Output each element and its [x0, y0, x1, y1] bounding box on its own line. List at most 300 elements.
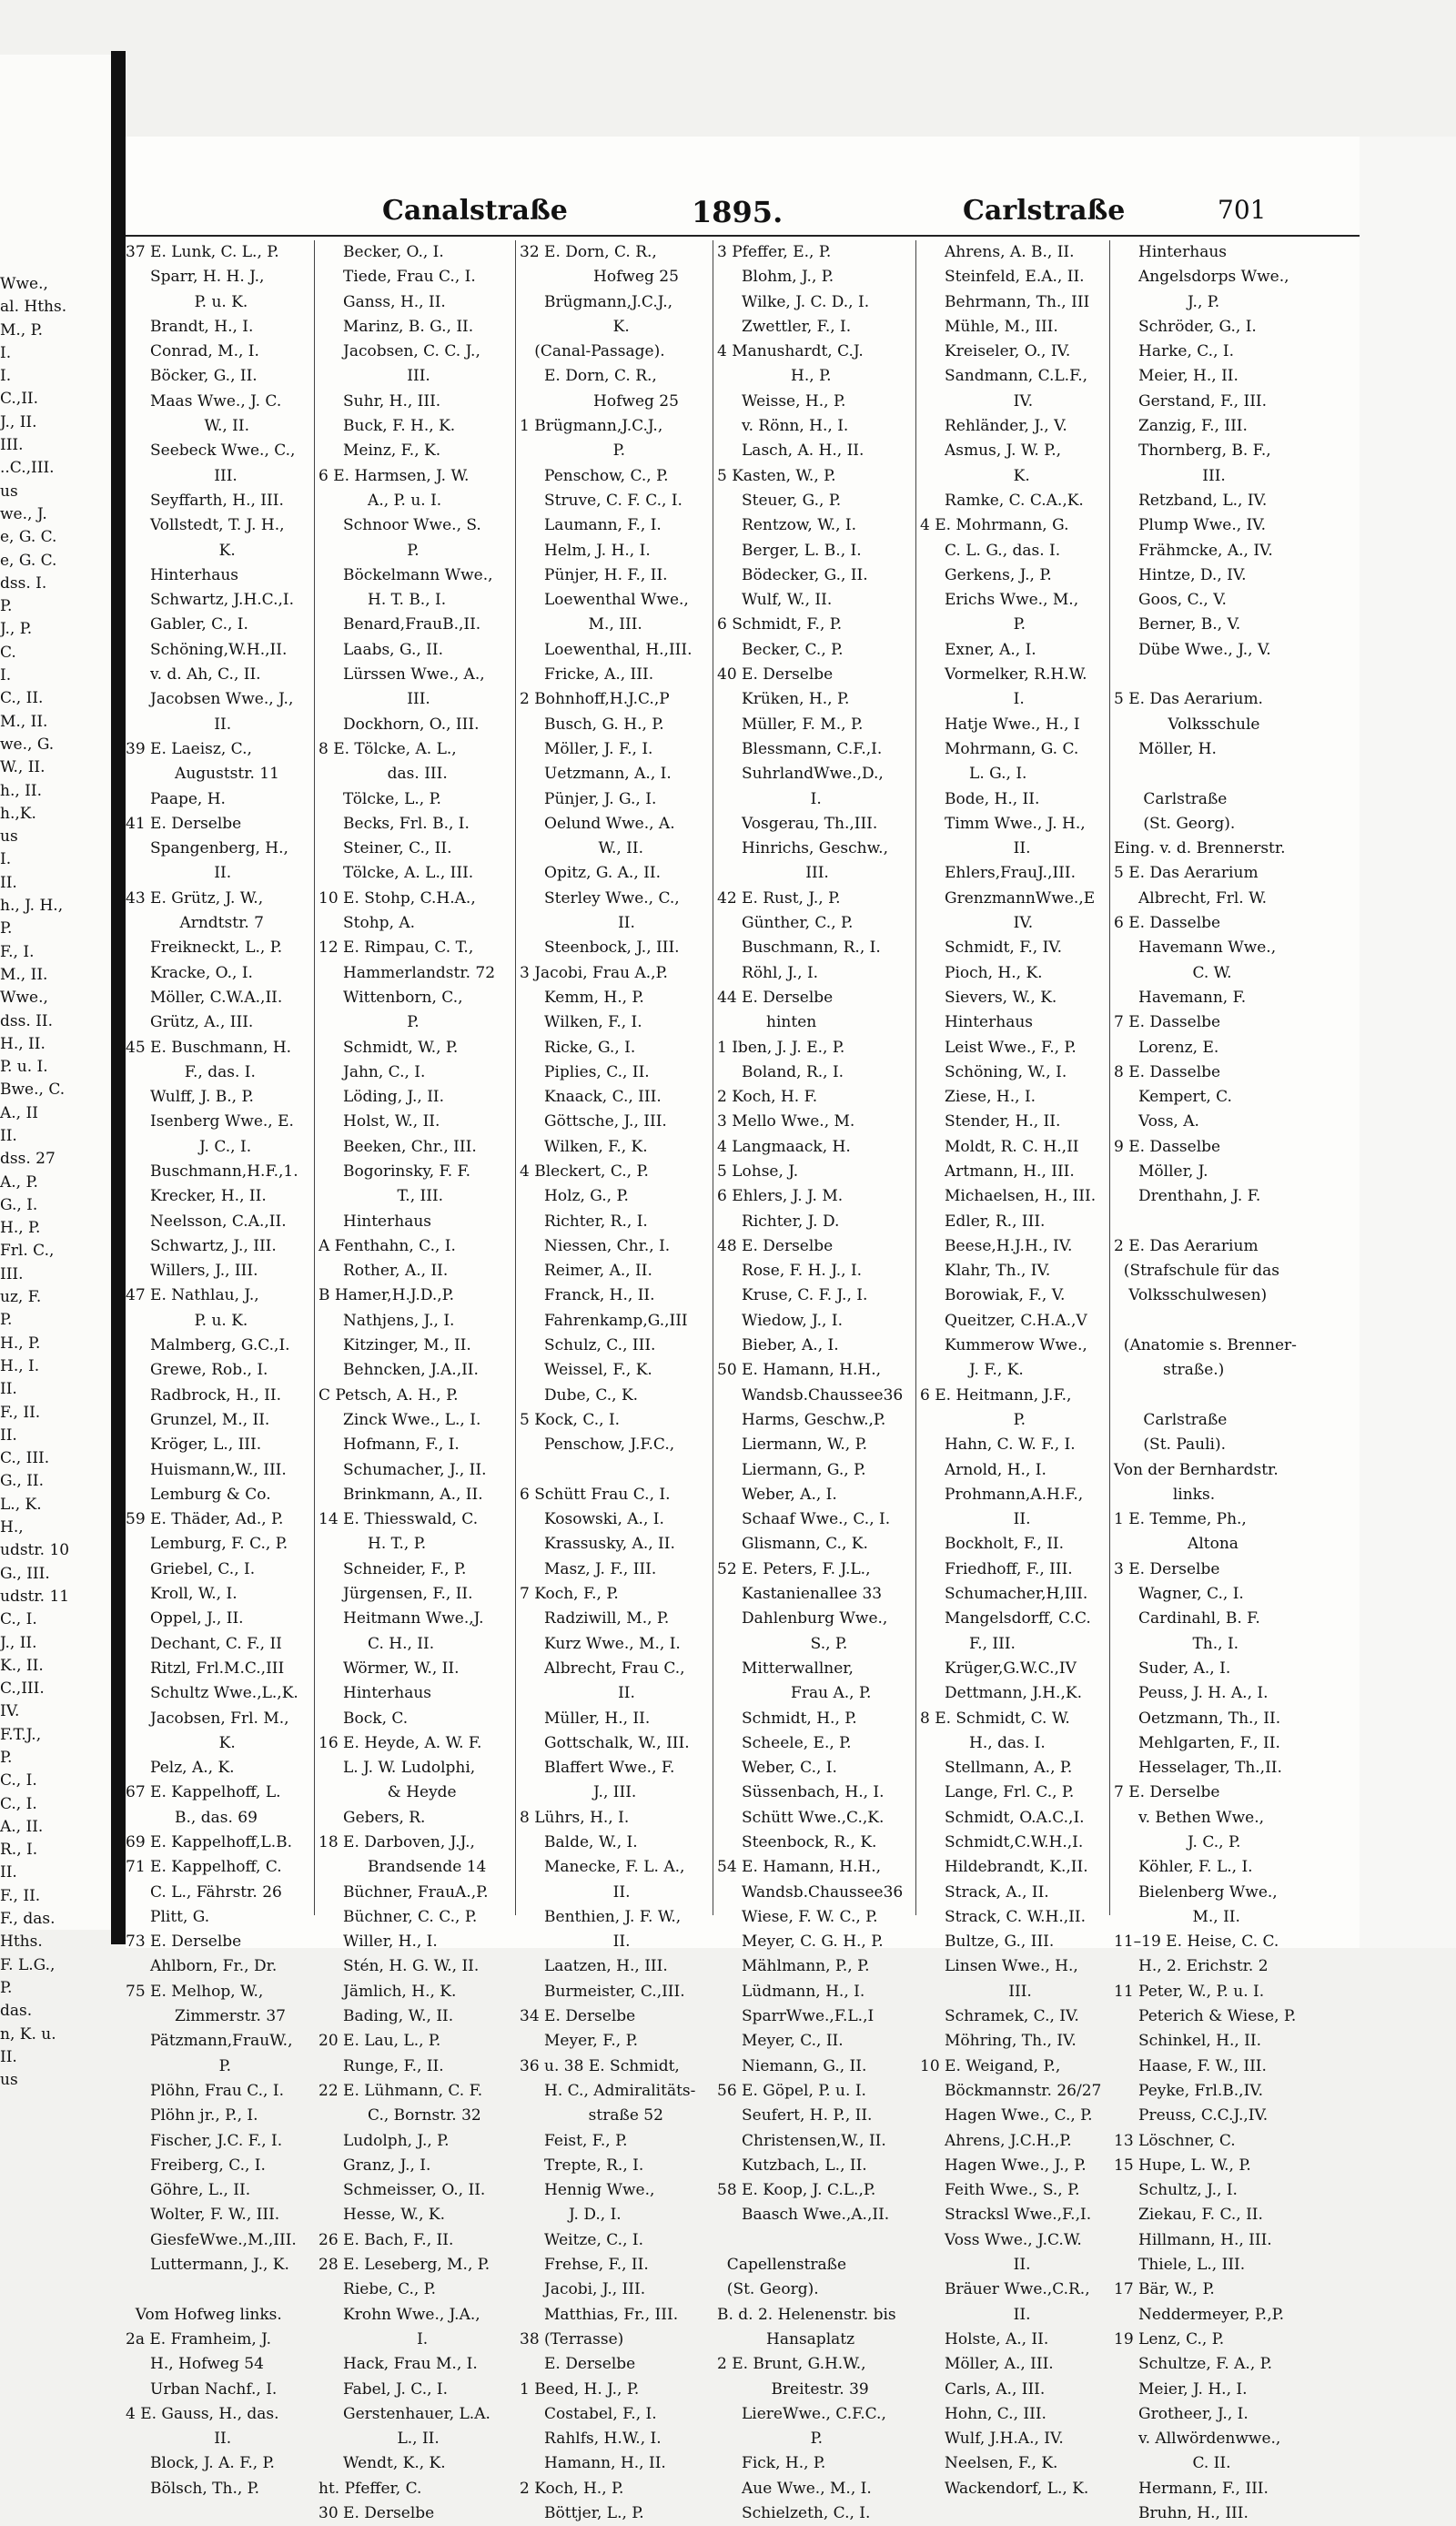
directory-entry-line: 10 E. Weigand, P.,: [920, 2056, 1061, 2075]
directory-entry-line: Jacobi, J., III.: [520, 2280, 646, 2299]
directory-entry-line: Ahrens, J.C.H.,P.: [920, 2131, 1072, 2150]
directory-entry-line: Tölcke, A. L., III.: [318, 864, 474, 883]
directory-entry-line: Hesselager, Th.,II.: [1114, 1759, 1282, 1778]
directory-entry-line: Hofweg 25: [520, 268, 679, 287]
directory-entry-line: H. T., P.: [318, 1535, 427, 1554]
directory-entry-line: II.: [126, 715, 232, 734]
directory-entry-line: Hennig Wwe.,: [520, 2181, 655, 2200]
fragment-line: h., J. H.,: [0, 897, 64, 916]
directory-entry-line: Luttermann, J., K.: [126, 2256, 289, 2275]
directory-entry-line: 1 Iben, J. J. E., P.: [717, 1038, 845, 1057]
directory-entry-line: Buschmann,H.F.,1.: [126, 1162, 298, 1181]
directory-entry-line: (St. Pauli).: [1114, 1435, 1227, 1455]
directory-entry-line: Pelz, A., K.: [126, 1759, 235, 1778]
directory-entry-line: Tiede, Frau C., I.: [318, 268, 476, 287]
directory-entry-line: 4 Langmaack, H.: [717, 1137, 851, 1156]
directory-entry-line: Zanzig, F., III.: [1114, 417, 1248, 436]
directory-entry-line: Peterich & Wiese, P.: [1114, 2007, 1297, 2026]
fragment-line: I.: [0, 343, 12, 362]
directory-entry-line: Auguststr. 11: [126, 765, 279, 784]
column-4: [717, 240, 914, 2523]
directory-entry-line: Scheele, E., P.: [717, 1733, 852, 1752]
directory-entry-line: Kröger, L., III.: [126, 1435, 262, 1455]
directory-entry-line: Albrecht, Frl. W.: [1114, 888, 1267, 908]
directory-entry-line: Timm Wwe., J. H.,: [920, 814, 1086, 833]
directory-entry-line: B., das. 69: [126, 1808, 258, 1827]
directory-entry-line: I.: [717, 789, 822, 808]
directory-entry-line: Mählmann, P., P.: [717, 1957, 870, 1976]
directory-entry-line: I.: [318, 2329, 429, 2348]
directory-entry-line: Th., I.: [1114, 1634, 1239, 1653]
directory-entry-line: LiereWwe., C.F.C.,: [717, 2404, 886, 2423]
directory-entry-line: SparrWwe.,F.L.,I: [717, 2007, 875, 2026]
directory-entry-line: 3 Jacobi, Frau A.,P.: [520, 963, 668, 982]
year-label: 1895.: [692, 195, 784, 229]
directory-entry-line: Wendt, K., K.: [318, 2454, 446, 2473]
directory-entry-line: Asmus, J. W. P.,: [920, 441, 1062, 461]
directory-entry-line: 7 E. Derselbe: [1114, 1783, 1220, 1802]
fragment-line: P.: [0, 597, 13, 616]
directory-entry-line: Penschow, J.F.C.,: [520, 1435, 675, 1455]
directory-entry-line: Kosowski, A., I.: [520, 1510, 664, 1529]
fragment-line: M., P.: [0, 320, 44, 340]
directory-entry-line: Thiele, L., III.: [1114, 2256, 1246, 2275]
column-3: [520, 240, 711, 2523]
fragment-line: ..C.,III.: [0, 459, 55, 478]
directory-entry-line: Süssenbach, H., I.: [717, 1783, 885, 1802]
directory-entry-line: Schmidt, F., IV.: [920, 938, 1062, 958]
fragment-line: P.: [0, 919, 13, 938]
directory-entry-line: Heitmann Wwe.,J.: [318, 1609, 484, 1628]
directory-entry-line: Opitz, G. A., II.: [520, 864, 661, 883]
directory-entry-line: Harms, Geschw.,P.: [717, 1410, 886, 1429]
directory-entry-line: Kreiseler, O., IV.: [920, 342, 1071, 361]
directory-entry-line: Schaaf Wwe., C., I.: [717, 1510, 891, 1529]
directory-entry-line: Blaffert Wwe., F.: [520, 1759, 675, 1778]
directory-entry-line: Aue Wwe., M., I.: [717, 2479, 872, 2498]
directory-entry-line: Bading, W., II.: [318, 2007, 454, 2026]
directory-entry-line: Eing. v. d. Brennerstr.: [1114, 839, 1286, 858]
directory-entry-line: Schultz, J., I.: [1114, 2181, 1238, 2200]
directory-entry-line: P.: [126, 2056, 232, 2075]
directory-entry-line: Benthien, J. F. W.,: [520, 1907, 682, 1926]
directory-entry-line: Dube, C., K.: [520, 1385, 639, 1405]
directory-entry-line: 4 Manushardt, C.J.: [717, 342, 864, 361]
fragment-line: III.: [0, 1264, 24, 1283]
directory-entry-line: Klahr, Th., IV.: [920, 1262, 1051, 1281]
directory-entry-line: Steuer, G., P.: [717, 491, 842, 510]
directory-entry-line: Artmann, H., III.: [920, 1162, 1075, 1181]
directory-entry-line: Moldt, R. C. H.,II: [920, 1137, 1079, 1156]
fragment-line: e, G. C.: [0, 551, 57, 570]
directory-entry-line: Peyke, Frl.B.,IV.: [1114, 2081, 1264, 2100]
directory-entry-line: Rose, F. H. J., I.: [717, 1262, 863, 1281]
directory-entry-line: Piplies, C., II.: [520, 1062, 650, 1081]
directory-entry-line: 3 Mello Wwe., M.: [717, 1112, 855, 1131]
directory-entry-line: Ricke, G., I.: [520, 1038, 636, 1057]
directory-entry-line: Neelsson, C.A.,II.: [126, 1212, 287, 1231]
directory-entry-line: Hinterhaus: [318, 1684, 432, 1703]
directory-entry-line: H., P.: [717, 367, 832, 386]
directory-entry-line: Krüken, H., P.: [717, 690, 850, 709]
directory-entry-line: Hildebrandt, K.,II.: [920, 1858, 1088, 1877]
fragment-line: n, K. u.: [0, 2024, 56, 2044]
directory-entry-line: Leist Wwe., F., P.: [920, 1038, 1077, 1057]
header-rule: [126, 235, 1360, 237]
fragment-line: I.: [0, 367, 12, 386]
fragment-line: Frl. C.,: [0, 1242, 55, 1261]
directory-entry-line: Vom Hofweg links.: [126, 2305, 282, 2324]
directory-entry-line: Pünjer, H. F., II.: [520, 565, 668, 584]
directory-entry-line: Benard,FrauB.,II.: [318, 615, 481, 634]
directory-entry-line: Wagner, C., I.: [1114, 1585, 1244, 1604]
directory-entry-line: Balde, W., I.: [520, 1833, 638, 1851]
fragment-line: udstr. 11: [0, 1587, 70, 1606]
directory-entry-line: Retzband, L., IV.: [1114, 491, 1268, 510]
directory-entry-line: Loewenthal Wwe.,: [520, 591, 689, 610]
directory-entry-line: H. C., Admiralitäts-: [520, 2081, 696, 2100]
directory-entry-line: S., P.: [717, 1634, 848, 1653]
directory-entry-line: Lorenz, E.: [1114, 1038, 1219, 1057]
directory-entry-line: Penschow, C., P.: [520, 466, 669, 485]
directory-entry-line: Wilken, F., I.: [520, 1013, 642, 1032]
directory-entry-line: Helm, J. H., I.: [520, 541, 651, 560]
directory-entry-line: II.: [920, 839, 1031, 858]
fragment-line: II.: [0, 1863, 17, 1882]
previous-page-edge: [0, 55, 111, 2090]
directory-entry-line: [1114, 762, 1332, 786]
directory-entry-line: 2 E. Brunt, G.H.W.,: [717, 2355, 866, 2374]
directory-entry-line: Bielenberg Wwe.,: [1114, 1882, 1278, 1902]
directory-entry-line: Rother, A., II.: [318, 1262, 449, 1281]
directory-entry-line: Suhr, H., III.: [318, 391, 441, 411]
directory-entry-line: IV.: [920, 914, 1034, 933]
fragment-line: A., P.: [0, 1172, 38, 1192]
directory-entry-line: 34 E. Derselbe: [520, 2007, 636, 2026]
directory-entry-line: 8 E. Schmidt, C. W.: [920, 1709, 1070, 1728]
directory-entry-line: Mangelsdorff, C.C.: [920, 1609, 1091, 1628]
directory-entry-line: Hohn, C., III.: [920, 2404, 1046, 2423]
directory-entry-line: Linsen Wwe., H.,: [920, 1957, 1078, 1976]
directory-entry-line: 3 E. Derselbe: [1114, 1559, 1220, 1578]
directory-entry-line: Becks, Frl. B., I.: [318, 814, 470, 833]
directory-entry-line: Ritzl, Frl.M.C.,III: [126, 1659, 285, 1678]
fragment-line: F., I.: [0, 942, 35, 961]
fragment-line: IV.: [0, 1702, 20, 1721]
directory-entry-line: Huismann,W., III.: [126, 1460, 287, 1479]
directory-entry-line: Kracke, O., I.: [126, 963, 253, 982]
directory-entry-line: (Canal-Passage).: [520, 342, 665, 361]
directory-entry-line: Bölsch, Th., P.: [126, 2479, 260, 2498]
directory-entry-line: Wilken, F., K.: [520, 1137, 648, 1156]
directory-entry-line: Hintze, D., IV.: [1114, 565, 1247, 584]
directory-entry-line: C. H., II.: [318, 1634, 435, 1653]
column-1: [126, 240, 312, 2498]
fragment-line: C., I.: [0, 1610, 37, 1629]
directory-entry-line: P. u. K.: [126, 292, 248, 311]
directory-entry-line: Sterley Wwe., C.,: [520, 888, 680, 908]
directory-entry-line: (St. Georg).: [1114, 814, 1236, 833]
directory-entry-line: 10 E. Stohp, C.H.A.,: [318, 888, 476, 908]
directory-entry-line: 9 E. Dasselbe: [1114, 1137, 1221, 1156]
directory-entry-line: Schmidt, W., P.: [318, 1038, 459, 1057]
directory-entry-line: Wandsb.Chaussee36: [717, 1882, 904, 1902]
directory-entry-line: Gottschalk, W., III.: [520, 1733, 690, 1752]
directory-entry-line: Frau A., P.: [717, 1684, 872, 1703]
directory-entry-line: straße 52: [520, 2106, 663, 2125]
fragment-line: udstr. 10: [0, 1541, 70, 1560]
directory-entry-line: Brandt, H., I.: [126, 317, 254, 336]
directory-entry-line: II.: [920, 2305, 1031, 2324]
directory-entry-line: Beeken, Chr., III.: [318, 1137, 477, 1156]
directory-entry-line: J., III.: [520, 1783, 637, 1802]
fragment-line: F.T.J.,: [0, 1725, 42, 1744]
directory-entry-line: Wittenborn, C.,: [318, 988, 463, 1007]
directory-entry-line: Niemann, G., II.: [717, 2056, 867, 2075]
directory-entry-line: Büchner, C. C., P.: [318, 1907, 478, 1926]
directory-entry-line: 3 Pfeffer, E., P.: [717, 243, 832, 261]
directory-entry-line: Lüdmann, H., I.: [717, 1982, 865, 2001]
directory-entry-line: [1114, 1210, 1332, 1234]
directory-entry-line: Bieber, A., I.: [717, 1336, 839, 1355]
directory-entry-line: Kruse, C. F. J., I.: [717, 1286, 868, 1305]
directory-entry-line: Hinterhaus: [1114, 243, 1228, 261]
directory-entry-line: Weitze, C., I.: [520, 2230, 643, 2249]
directory-entry-line: 43 E. Grütz, J. W.,: [126, 888, 264, 908]
fragment-line: dss. 27: [0, 1150, 56, 1169]
directory-entry-line: L., II.: [318, 2430, 440, 2449]
directory-entry-line: Sandmann, C.L.F.,: [920, 367, 1088, 386]
fragment-line: C.,II.: [0, 390, 39, 409]
directory-entry-line: Griebel, C., I.: [126, 1559, 256, 1578]
fragment-line: K., II.: [0, 1656, 44, 1675]
fragment-line: I.: [0, 666, 12, 685]
directory-entry-line: Breitestr. 39: [717, 2379, 869, 2399]
directory-entry-line: Freiberg, C., I.: [126, 2156, 266, 2175]
directory-entry-line: Reimer, A., II.: [520, 1262, 652, 1281]
directory-entry-line: P.: [717, 2430, 824, 2449]
directory-entry-line: K.: [520, 317, 630, 336]
directory-entry-line: Matthias, Fr., III.: [520, 2305, 679, 2324]
fragment-line: F., II.: [0, 1403, 41, 1422]
directory-entry-line: [1114, 1309, 1332, 1334]
fragment-line: e, G. C.: [0, 528, 57, 547]
directory-entry-line: Fick, H., P.: [717, 2454, 826, 2473]
directory-entry-line: Kempert, C.: [1114, 1088, 1232, 1107]
directory-entry-line: [520, 1458, 711, 1483]
directory-entry-line: Buck, F. H., K.: [318, 417, 456, 436]
directory-entry-line: L. J. W. Ludolphi,: [318, 1759, 476, 1778]
directory-entry-line: Prohmann,A.H.F.,: [920, 1485, 1084, 1504]
directory-entry-line: 52 E. Peters, F. J.L.,: [717, 1559, 871, 1578]
fragment-line: M., II.: [0, 965, 48, 984]
directory-entry-line: Bruhn, H., III.: [1114, 2504, 1249, 2523]
fragment-line: P.: [0, 1311, 13, 1330]
directory-entry-line: Meyer, C., II.: [717, 2032, 844, 2051]
directory-entry-line: J. C., P.: [1114, 1833, 1241, 1851]
directory-entry-line: Oelund Wwe., A.: [520, 814, 675, 833]
directory-entry-line: Böcker, G., II.: [126, 367, 258, 386]
directory-entry-line: Schneider, F., P.: [318, 1559, 467, 1578]
directory-entry-line: Röhl, J., I.: [717, 963, 819, 982]
directory-entry-line: 6 Schmidt, F., P.: [717, 615, 843, 634]
directory-entry-line: Oppel, J., II.: [126, 1609, 244, 1628]
directory-entry-line: Krecker, H., II.: [126, 1187, 267, 1206]
directory-entry-line: 16 E. Heyde, A. W. F.: [318, 1733, 482, 1752]
fragment-line: C., I.: [0, 1794, 37, 1813]
directory-entry-line: Sparr, H. H. J.,: [126, 268, 265, 287]
directory-entry-line: Gerstenhauer, L.A.: [318, 2404, 490, 2423]
directory-entry-line: v. d. Ah, C., II.: [126, 665, 261, 685]
directory-entry-line: Schöning, W., I.: [920, 1062, 1067, 1081]
directory-entry-line: Thornberg, B. F.,: [1114, 441, 1271, 461]
directory-entry-line: Hinterhaus: [126, 565, 239, 584]
directory-entry-line: Ziese, H., I.: [920, 1088, 1036, 1107]
fragment-line: F. L.G.,: [0, 1955, 56, 1974]
column-divider: [314, 240, 315, 1915]
directory-entry-line: Suder, A., I.: [1114, 1659, 1231, 1678]
directory-entry-line: 69 E. Kappelhoff,L.B.: [126, 1833, 292, 1851]
directory-entry-line: Christensen,W., II.: [717, 2131, 886, 2150]
directory-entry-line: Hofweg 25: [520, 391, 679, 411]
directory-entry-line: Preuss, C.C.J.,IV.: [1114, 2106, 1269, 2125]
directory-entry-line: Borowiak, F., V.: [920, 1286, 1066, 1305]
directory-entry-line: Hack, Frau M., I.: [318, 2355, 478, 2374]
directory-entry-line: (Strafschule für das: [1114, 1262, 1280, 1281]
directory-entry-line: Spangenberg, H.,: [126, 839, 288, 858]
directory-entry-line: Vormelker, R.H.W.: [920, 665, 1087, 685]
directory-entry-line: Büchner, FrauA.,P.: [318, 1882, 489, 1902]
directory-entry-line: Möller, H.: [1114, 739, 1217, 758]
fragment-line: II.: [0, 1425, 17, 1445]
directory-entry-line: Costabel, F., I.: [520, 2404, 657, 2423]
directory-entry-line: Carlstraße: [1114, 789, 1228, 808]
directory-entry-line: Liermann, W., P.: [717, 1435, 868, 1455]
directory-entry-line: Schramek, C., IV.: [920, 2007, 1079, 2026]
directory-entry-line: 28 E. Leseberg, M., P.: [318, 2256, 490, 2275]
directory-entry-line: Ludolph, J., P.: [318, 2131, 450, 2150]
directory-entry-line: K.: [126, 1733, 236, 1752]
directory-entry-line: Plöhn, Frau C., I.: [126, 2081, 284, 2100]
directory-entry-line: Malmberg, G.C.,I.: [126, 1336, 290, 1355]
directory-entry-line: Stender, H., II.: [920, 1112, 1061, 1131]
fragment-line: h., II.: [0, 781, 42, 800]
directory-entry-line: 15 Hupe, L. W., P.: [1114, 2156, 1251, 2175]
directory-entry-line: Michaelsen, H., III.: [920, 1187, 1097, 1206]
directory-entry-line: Krohn Wwe., J.A.,: [318, 2305, 480, 2324]
directory-entry-line: Ahrens, A. B., II.: [920, 243, 1075, 261]
directory-entry-line: Schinkel, H., II.: [1114, 2032, 1261, 2051]
fragment-line: J., P.: [0, 620, 33, 639]
directory-entry-line: 7 E. Dasselbe: [1114, 1013, 1221, 1032]
directory-entry-line: Zwettler, F., I.: [717, 317, 852, 336]
directory-entry-line: Maas Wwe., J. C.: [126, 391, 282, 411]
directory-entry-line: Möller, A., III.: [920, 2355, 1054, 2374]
directory-entry-line: Mühle, M., III.: [920, 317, 1058, 336]
directory-entry-line: C. L. G., das. I.: [920, 541, 1061, 560]
directory-entry-line: Hofmann, F., I.: [318, 1435, 460, 1455]
directory-entry-line: Zinck Wwe., L., I.: [318, 1410, 481, 1429]
directory-entry-line: Kemm, H., P.: [520, 988, 644, 1007]
directory-entry-line: Harke, C., I.: [1114, 342, 1235, 361]
directory-entry-line: 45 E. Buschmann, H.: [126, 1038, 292, 1057]
directory-entry-line: 2a E. Framheim, J.: [126, 2329, 272, 2348]
directory-entry-line: F., III.: [920, 1634, 1016, 1653]
directory-entry-line: Fahrenkamp,G.,III: [520, 1311, 688, 1330]
directory-entry-line: H. T. B., I.: [318, 591, 447, 610]
directory-entry-line: T., III.: [318, 1187, 444, 1206]
directory-entry-line: Altona: [1114, 1535, 1239, 1554]
directory-entry-line: Drenthahn, J. F.: [1114, 1187, 1261, 1206]
directory-entry-line: Cardinahl, B. F.: [1114, 1609, 1260, 1628]
fragment-line: J., II.: [0, 1633, 37, 1652]
directory-entry-line: Mohrmann, G. C.: [920, 739, 1079, 758]
directory-entry-line: 59 E. Thäder, Ad., P.: [126, 1510, 284, 1529]
directory-entry-line: Ganss, H., II.: [318, 292, 446, 311]
directory-entry-line: v. Allwördenwwe.,: [1114, 2430, 1281, 2449]
directory-entry-line: 54 E. Hamann, H.H.,: [717, 1858, 882, 1877]
directory-entry-line: Brügmann,J.C.J.,: [520, 292, 673, 311]
directory-entry-line: Schultz Wwe.,L.,K.: [126, 1684, 298, 1703]
directory-entry-line: 56 E. Göpel, P. u. I.: [717, 2081, 866, 2100]
directory-entry-line: Von der Bernhardstr.: [1114, 1460, 1279, 1479]
fragment-line: II.: [0, 873, 17, 892]
directory-entry-line: Knaack, C., III.: [520, 1088, 662, 1107]
directory-entry-line: Neddermeyer, P.,P.: [1114, 2305, 1285, 2324]
directory-entry-line: Block, J. A. F., P.: [126, 2454, 275, 2473]
directory-entry-line: Hamann, H., II.: [520, 2454, 666, 2473]
directory-entry-line: Neelsen, F., K.: [920, 2454, 1058, 2473]
directory-entry-line: Hammerlandstr. 72: [318, 963, 496, 982]
directory-entry-line: Kummerow Wwe.,: [920, 1336, 1087, 1355]
directory-entry-line: 5 Kock, C., I.: [520, 1410, 621, 1429]
directory-entry-line: 1 Beed, H. J., P.: [520, 2379, 640, 2399]
directory-entry-line: Hagen Wwe., J., P.: [920, 2156, 1087, 2175]
directory-entry-line: Wilke, J. C. D., I.: [717, 292, 870, 311]
directory-entry-line: W., II.: [520, 839, 644, 858]
directory-entry-line: Brandsende 14: [318, 1858, 487, 1877]
directory-entry-line: Möller, J. F., I.: [520, 739, 653, 758]
directory-entry-line: Haase, F. W., III.: [1114, 2056, 1267, 2075]
directory-entry-line: Struve, C. F. C., I.: [520, 491, 682, 510]
directory-entry-line: Mehlgarten, F., II.: [1114, 1733, 1280, 1752]
directory-entry-line: Frähmcke, A., IV.: [1114, 541, 1273, 560]
directory-entry-line: links.: [1114, 1485, 1216, 1504]
directory-entry-line: Jacobsen Wwe., J.,: [126, 690, 294, 709]
directory-entry-line: III.: [717, 864, 829, 883]
directory-entry-line: Schröder, G., I.: [1114, 317, 1257, 336]
directory-entry-line: Kutzbach, L., II.: [717, 2156, 867, 2175]
directory-entry-line: Riebe, C., P.: [318, 2280, 437, 2299]
fragment-line: us: [0, 482, 18, 501]
directory-entry-line: 6 E. Dasselbe: [1114, 914, 1221, 933]
directory-entry-line: Gebers, R.: [318, 1808, 426, 1827]
directory-entry-line: Hinrichs, Geschw.,: [717, 839, 888, 858]
fragment-line: Hths.: [0, 1933, 43, 1952]
directory-entry-line: 13 Löschner, C.: [1114, 2131, 1236, 2150]
directory-entry-line: P.: [920, 615, 1026, 634]
directory-entry-line: Jacobsen, C. C. J.,: [318, 342, 480, 361]
directory-entry-line: Bogorinsky, F. F.: [318, 1162, 471, 1181]
directory-entry-line: Wiedow, J., I.: [717, 1311, 843, 1330]
directory-entry-line: C. II.: [1114, 2454, 1231, 2473]
directory-entry-line: Frehse, F., II.: [520, 2256, 649, 2275]
directory-entry-line: Marinz, B. G., II.: [318, 317, 474, 336]
directory-entry-line: Gerstand, F., III.: [1114, 391, 1268, 411]
directory-entry-line: 14 E. Thiesswald, C.: [318, 1510, 479, 1529]
fragment-line: Bwe., C.: [0, 1080, 66, 1100]
directory-entry-line: 5 Lohse, J.: [717, 1162, 799, 1181]
